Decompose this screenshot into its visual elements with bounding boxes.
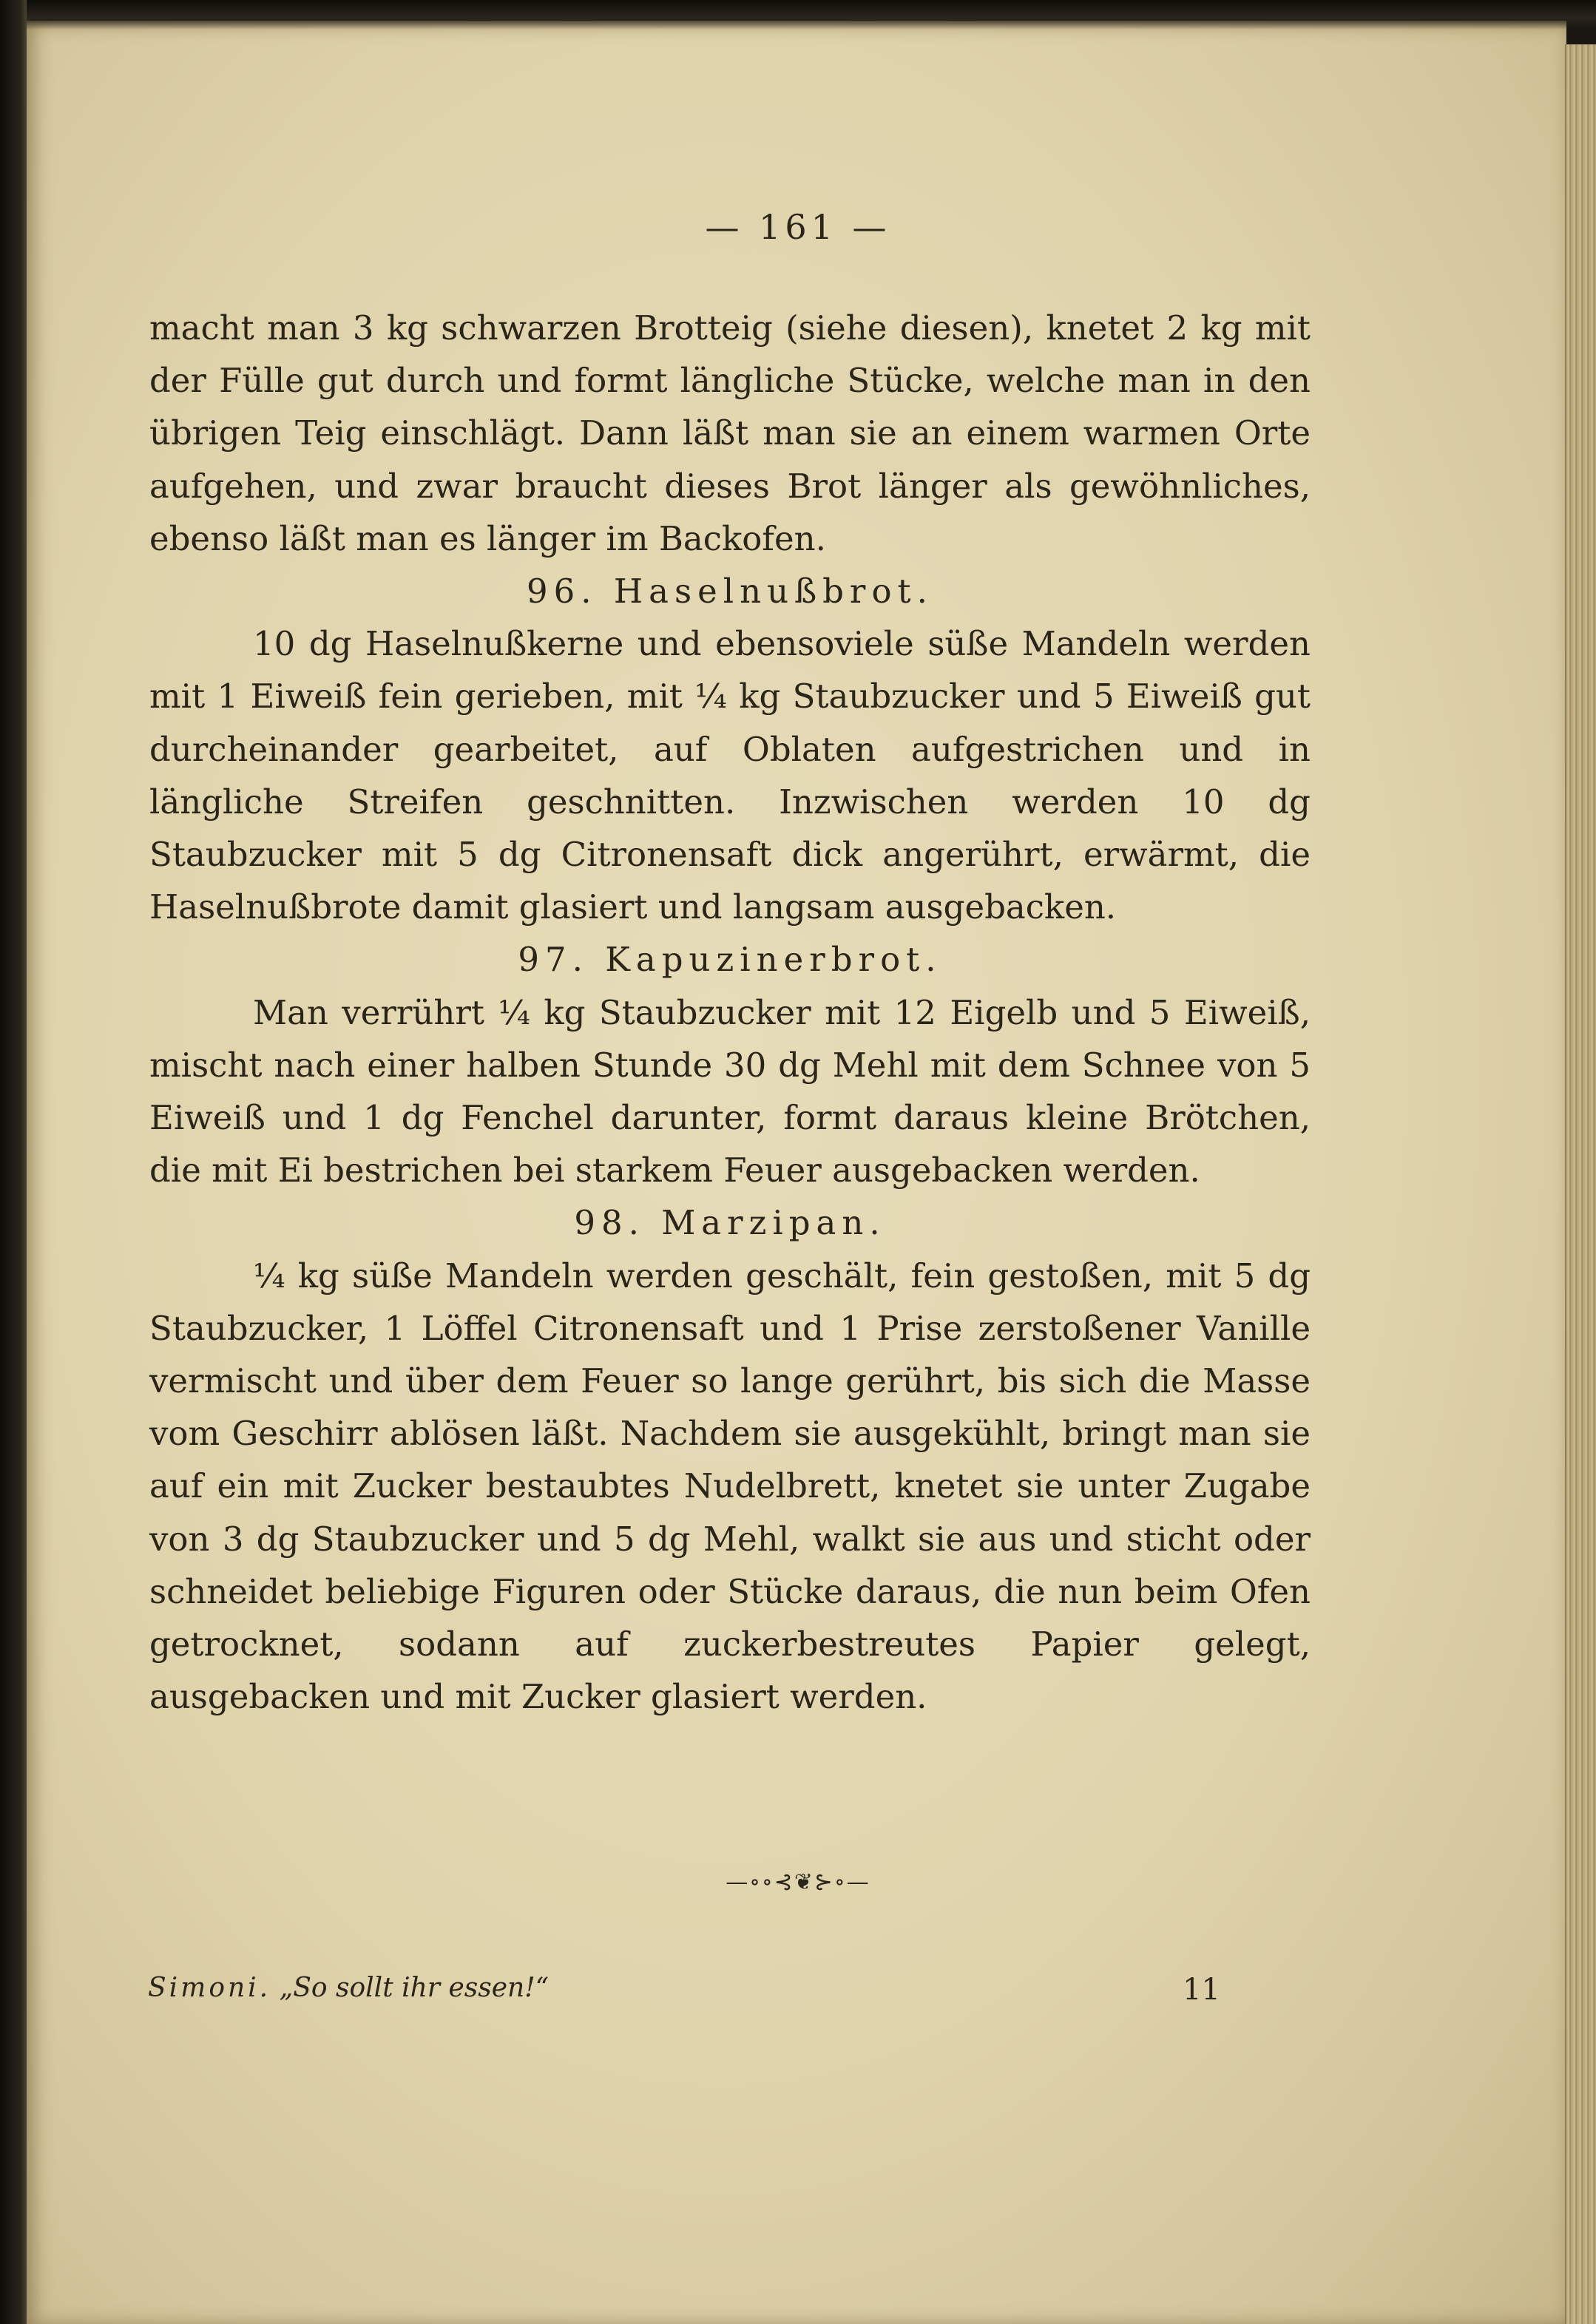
scanner-shadow [27,0,1596,30]
recipe-title: 98. Marzipan. [574,1203,886,1243]
end-ornament: —∘∘⊰❦⊱∘— [726,1869,870,1895]
sheet-number: 11 [1183,1973,1220,2007]
recipe-title: 96. Haselnußbrot. [527,572,933,612]
scanner-border [0,0,30,2324]
footer-book-title: „So sollt ihr essen!“ [279,1973,550,2003]
page-number: — 161 — [705,207,891,247]
recipe-title: 97. Kapuzinerbrot. [518,940,942,980]
intro-paragraph: macht man 3 kg schwarzen Brotteig (siehe diesen), knetet 2 kg mit der Fülle gut durch und formt längliche Stücke, welche man in den übrigen Teig einschlägt. Dann läßt man sie an einem warmen Orte aufgehen, und zwar braucht dieses Brot länger als gewöhnliches, ebenso läßt man es länger im Backofen. [149,308,1311,558]
page-body [149,302,1311,1723]
recipe-text: 10 dg Haselnußkerne und ebensoviele süße Mandeln werden mit 1 Eiweiß fein gerieben, mit ¼ kg Staubzucker und 5 Eiweiß gut durcheinander gearbeitet, auf Oblaten aufgestrichen und in längliche Streifen geschnitten. Inzwischen werden 10 dg Staubzucker mit 5 dg Citronensaft dick angerührt, erwärmt, die Haselnußbrote damit glasiert und langsam ausgebacken. [149,624,1311,927]
footer-author: Simoni. [148,1973,271,2003]
recipe-text: Man verrührt ¼ kg Staubzucker mit 12 Eigelb und 5 Eiweiß, mischt nach einer halben Stunde 30 dg Mehl mit dem Schnee von 5 Eiweiß und 1 dg Fenchel darunter, formt daraus kleine Brötchen, die mit Ei bestrichen bei starkem Feuer ausgebacken werden. [149,992,1311,1190]
recipe-text: ¼ kg süße Mandeln werden geschält, fein gestoßen, mit 5 dg Staubzucker, 1 Löffel Citronensaft und 1 Prise zerstoßener Vanille vermischt und über dem Feuer so lange gerührt, bis sich die Masse vom Geschirr ablösen läßt. Nachdem sie ausgekühlt, bringt man sie auf ein mit Zucker bestaubtes Nudelbrett, knetet sie unter Zugabe von 3 dg Staubzucker und 5 dg Mehl, walkt sie aus und sticht oder schneidet beliebige Figuren oder Stücke daraus, die nun beim Ofen getrocknet, sodann auf zuckerbestreutes Papier gelegt, ausgebacken und mit Zucker glasiert werden. [149,1256,1311,1717]
footer-signature [148,1973,549,2003]
book-page-edges [1565,44,1596,2324]
